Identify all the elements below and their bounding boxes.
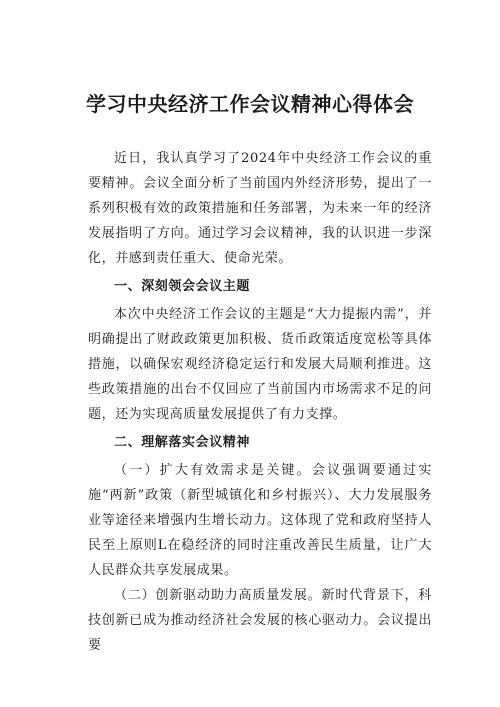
section-2-paragraph-2: （二）创新驱动助力高质量发展。新时代背景下，科技创新已成为推动经济社会发展的核心驱动力。会议提出要 <box>88 588 432 653</box>
document-body <box>88 146 432 658</box>
section-2-heading: 二、理解落实会议精神 <box>114 435 251 450</box>
document-title: 学习中央经济工作会议精神心得体会 <box>86 92 414 116</box>
intro-paragraph: 近日，我认真学习了2024年中央经济工作会议的重要精神。会议全面分析了当前国内外经济形势，提出了一系列积极有效的政策措施和任务部署，为未来一年的经济发展指明了方向。通过学习会议精神，我的认识进一步深化，并感到责任重大、使命光荣。 <box>88 151 432 266</box>
section-1-paragraph: 本次中央经济工作会议的主题是“大力提振内需”，并明确提出了财政政策更加积极、货币政策适度宽松等具体措施，以确保宏观经济稳定运行和发展大局顺利推进。这些政策措施的出台不仅回应了当前国内市场需求不足的问题，还为实现高质量发展提供了有力支撑。 <box>88 307 432 422</box>
section-1-heading: 一、深刻领会会议主题 <box>114 279 251 294</box>
section-2-paragraph-1: （一）扩大有效需求是关键。会议强调要通过实施“两新”政策（新型城镇化和乡村振兴）、大力发展服务业等途径来增强内生增长动力。这体现了党和政府坚持人民至上原则L在稳经济的同时注重改善民生质量，让广大人民群众共享发展成果。 <box>88 463 432 578</box>
